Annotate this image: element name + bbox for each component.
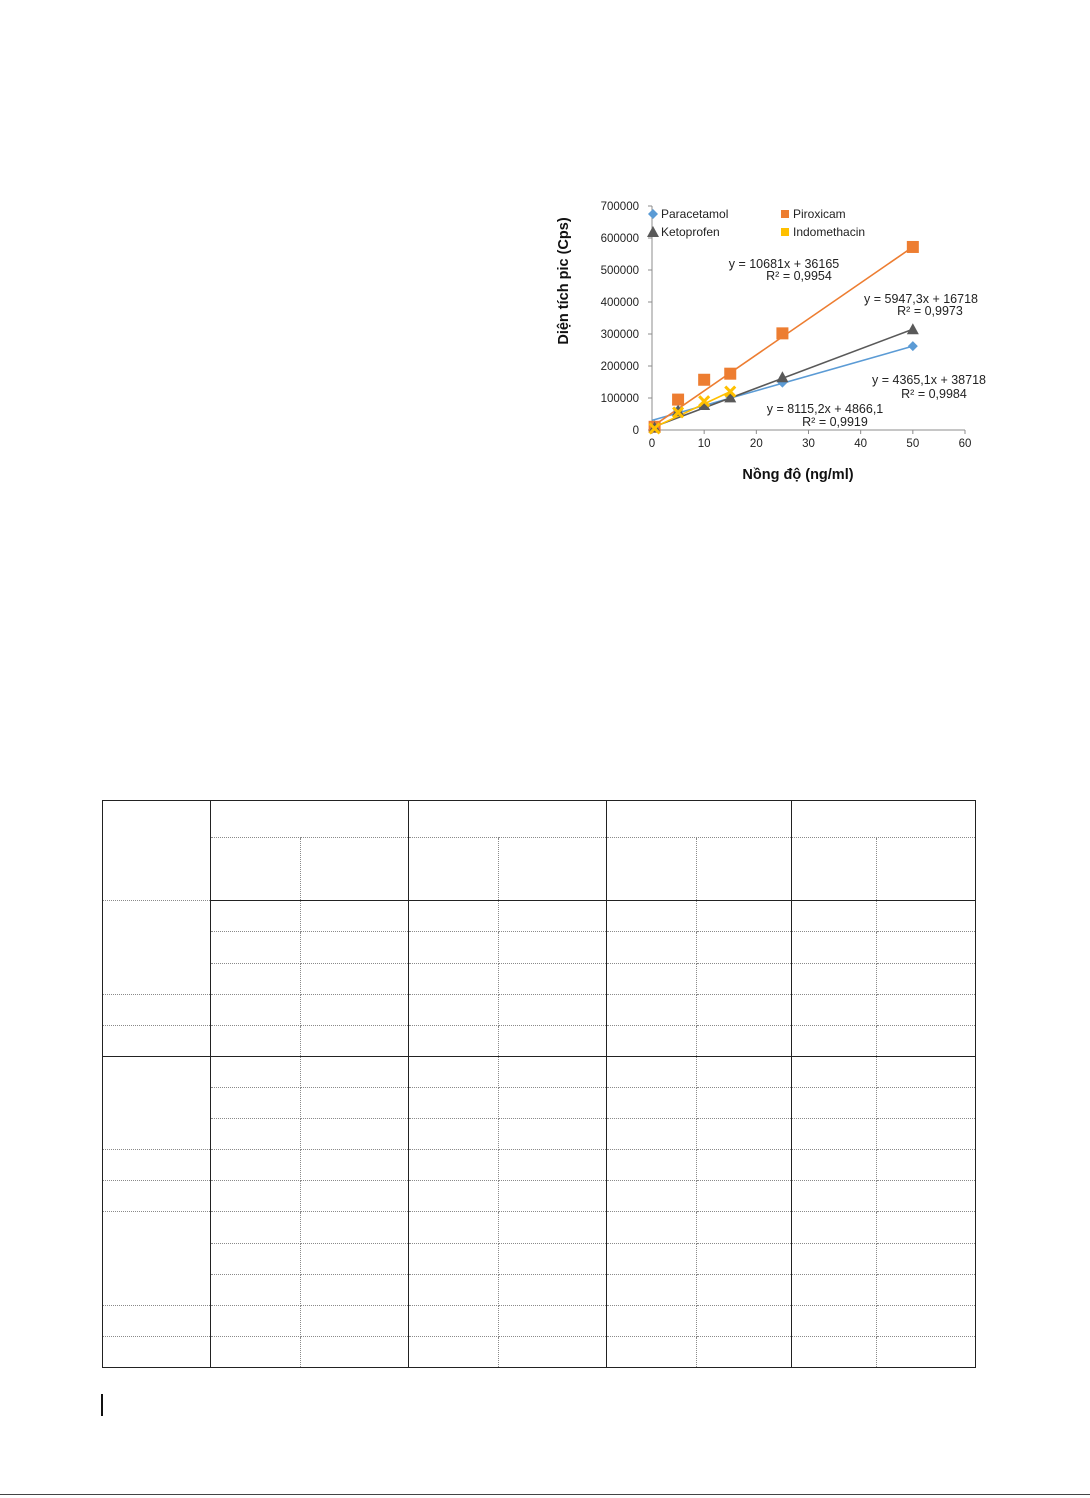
table-header-cell (792, 801, 976, 838)
legend-marker-paracetamol (648, 209, 658, 219)
table-cell (301, 1274, 409, 1305)
x-tick-label: 10 (697, 438, 711, 450)
table-cell (607, 932, 697, 963)
table-header-cell (409, 801, 607, 838)
point-paracetamol (908, 341, 918, 351)
table-cell (409, 901, 499, 932)
footer-rule (0, 1494, 1090, 1495)
x-tick-label: 40 (854, 438, 868, 450)
table-cell (211, 932, 301, 963)
trendline-r2-indomethacin: R² = 0,9919 (802, 415, 868, 429)
y-tick-label: 200000 (600, 361, 639, 373)
trendline-indomethacin (652, 392, 730, 429)
y-tick-label: 700000 (600, 201, 639, 213)
table-cell (211, 1119, 301, 1150)
page-margin-marker (101, 1394, 103, 1416)
table-header-cell (409, 838, 499, 901)
point-piroxicam (724, 368, 736, 380)
table-cell (103, 1305, 211, 1336)
table-cell (877, 1336, 976, 1367)
trendline-r2-paracetamol: R² = 0,9984 (901, 387, 967, 401)
table-cell (792, 1336, 877, 1367)
table-cell (697, 1181, 792, 1212)
table-cell (607, 1243, 697, 1274)
table-header-cell (301, 838, 409, 901)
table-cell (877, 1150, 976, 1181)
calibration-chart (545, 188, 995, 488)
table-cell (697, 1336, 792, 1367)
table-cell (103, 1336, 211, 1367)
table-cell (409, 994, 499, 1025)
y-tick-label: 300000 (600, 329, 639, 341)
table-cell (211, 1181, 301, 1212)
table-cell (301, 1243, 409, 1274)
table-cell (301, 901, 409, 932)
table-cell (103, 1025, 211, 1056)
table-header-cell (499, 838, 607, 901)
table-cell (607, 1150, 697, 1181)
table-cell (792, 1119, 877, 1150)
table-cell (499, 1305, 607, 1336)
table-cell (499, 901, 607, 932)
table-cell (877, 1181, 976, 1212)
trendline-r2-piroxicam: R² = 0,9954 (766, 269, 832, 283)
table-cell (499, 1150, 607, 1181)
table-cell (409, 1119, 499, 1150)
table-header-cell (697, 838, 792, 901)
table-cell (792, 1056, 877, 1087)
x-tick-label: 60 (958, 438, 972, 450)
legend-label-indomethacin: Indomethacin (793, 225, 866, 239)
table-cell (877, 1212, 976, 1243)
table-cell (499, 1119, 607, 1150)
table-cell (103, 1212, 211, 1305)
table-cell (607, 1025, 697, 1056)
legend-marker-piroxicam (781, 210, 789, 218)
table-cell (211, 901, 301, 932)
point-piroxicam (672, 394, 684, 406)
table-cell (877, 932, 976, 963)
table-cell (409, 1336, 499, 1367)
table-cell (877, 1025, 976, 1056)
legend-label-ketoprofen: Ketoprofen (661, 225, 720, 239)
legend-label-paracetamol: Paracetamol (661, 207, 729, 221)
x-tick-label: 50 (906, 438, 920, 450)
y-tick-label: 600000 (600, 233, 639, 245)
table-cell (607, 901, 697, 932)
table-cell (301, 1150, 409, 1181)
trendline-equation-ketoprofen: y = 5947,3x + 16718 (864, 292, 978, 306)
table-cell (697, 932, 792, 963)
table-cell (499, 994, 607, 1025)
legend-label-piroxicam: Piroxicam (793, 207, 846, 221)
table-cell (792, 1088, 877, 1119)
table-header-cell (607, 801, 792, 838)
point-piroxicam (907, 241, 919, 253)
point-ketoprofen (907, 323, 919, 334)
table-cell (697, 1212, 792, 1243)
table-cell (301, 932, 409, 963)
table-cell (211, 963, 301, 994)
table-cell (103, 901, 211, 994)
table-cell (697, 1056, 792, 1087)
table-cell (301, 1088, 409, 1119)
table-cell (697, 994, 792, 1025)
table-cell (409, 1243, 499, 1274)
y-axis-title: Diện tích pic (Cps) (556, 217, 572, 345)
legend-marker-indomethacin (781, 228, 789, 236)
table-cell (211, 1056, 301, 1087)
table-cell (877, 963, 976, 994)
table-cell (792, 963, 877, 994)
table-cell (409, 1305, 499, 1336)
table-cell (409, 1212, 499, 1243)
table-header-cell (211, 801, 409, 838)
table-cell (792, 1274, 877, 1305)
table-cell (409, 1025, 499, 1056)
table-cell (301, 1212, 409, 1243)
table-cell (697, 1150, 792, 1181)
table-cell (607, 1274, 697, 1305)
table-cell (792, 1150, 877, 1181)
table-cell (697, 1025, 792, 1056)
table-cell (792, 994, 877, 1025)
table-cell (697, 963, 792, 994)
table-cell (877, 994, 976, 1025)
results-table (102, 800, 976, 1368)
table-cell (607, 994, 697, 1025)
table-cell (301, 963, 409, 994)
table-cell (792, 1025, 877, 1056)
table-cell (607, 1056, 697, 1087)
table-cell (499, 1274, 607, 1305)
table-cell (877, 1243, 976, 1274)
table-cell (409, 932, 499, 963)
table-cell (607, 963, 697, 994)
table-cell (792, 1305, 877, 1336)
chart-svg (545, 188, 995, 488)
table-header-cell (211, 838, 301, 901)
table-cell (607, 1336, 697, 1367)
table-header-cell (607, 838, 697, 901)
table-cell (301, 1056, 409, 1087)
table-cell (211, 1274, 301, 1305)
table-header-cell (877, 838, 976, 901)
table-cell (607, 1181, 697, 1212)
point-piroxicam (776, 327, 788, 339)
trendline-r2-ketoprofen: R² = 0,9973 (897, 304, 963, 318)
table-cell (409, 1088, 499, 1119)
trendline-equation-paracetamol: y = 4365,1x + 38718 (872, 373, 986, 387)
table-cell (697, 1088, 792, 1119)
table-cell (697, 1243, 792, 1274)
table-cell (697, 1119, 792, 1150)
table-cell (301, 1305, 409, 1336)
table-cell (499, 1212, 607, 1243)
x-axis-title: Nồng độ (ng/ml) (742, 467, 854, 483)
table-cell (499, 1243, 607, 1274)
table-cell (499, 1181, 607, 1212)
table-cell (697, 1305, 792, 1336)
table-cell (211, 1243, 301, 1274)
table-cell (103, 1181, 211, 1212)
table-cell (409, 1274, 499, 1305)
table-cell (877, 1305, 976, 1336)
table-cell (697, 901, 792, 932)
table-cell (877, 1056, 976, 1087)
table-cell (301, 994, 409, 1025)
table-cell (877, 1274, 976, 1305)
table-cell (877, 901, 976, 932)
table-header-cell (792, 838, 877, 901)
table-cell (301, 1181, 409, 1212)
table-cell (103, 1056, 211, 1149)
table-cell (301, 1025, 409, 1056)
table-cell (499, 1025, 607, 1056)
table-cell (607, 1305, 697, 1336)
y-tick-label: 100000 (600, 393, 639, 405)
table-cell (409, 963, 499, 994)
y-tick-label: 0 (632, 425, 639, 437)
table-cell (607, 1212, 697, 1243)
table-cell (301, 1336, 409, 1367)
table-cell (792, 932, 877, 963)
table-cell (103, 994, 211, 1025)
table-cell (877, 1119, 976, 1150)
table-header-cell (103, 801, 211, 901)
table-cell (499, 932, 607, 963)
table-cell (792, 1243, 877, 1274)
x-tick-label: 30 (802, 438, 815, 450)
table-cell (211, 1305, 301, 1336)
table-cell (211, 994, 301, 1025)
table-cell (607, 1119, 697, 1150)
table-cell (697, 1274, 792, 1305)
table-cell (211, 1212, 301, 1243)
table-cell (792, 901, 877, 932)
table-cell (301, 1119, 409, 1150)
table-cell (409, 1181, 499, 1212)
table-cell (409, 1150, 499, 1181)
table-cell (877, 1088, 976, 1119)
trendline-equation-indomethacin: y = 8115,2x + 4866,1 (766, 402, 884, 416)
table-cell (211, 1088, 301, 1119)
table-cell (607, 1088, 697, 1119)
table-cell (211, 1336, 301, 1367)
y-tick-label: 400000 (600, 297, 639, 309)
table-cell (499, 1336, 607, 1367)
trendline-equation-piroxicam: y = 10681x + 36165 (728, 257, 840, 271)
point-piroxicam (698, 374, 710, 386)
table-cell (499, 1056, 607, 1087)
table-cell (499, 963, 607, 994)
table-cell (211, 1025, 301, 1056)
legend-marker-ketoprofen (647, 226, 659, 237)
x-tick-label: 0 (648, 438, 656, 450)
table-cell (409, 1056, 499, 1087)
table-cell (792, 1212, 877, 1243)
table-cell (499, 1088, 607, 1119)
y-tick-label: 500000 (600, 265, 639, 277)
table-cell (792, 1181, 877, 1212)
table-cell (211, 1150, 301, 1181)
table-cell (103, 1150, 211, 1181)
x-tick-label: 20 (749, 438, 763, 450)
